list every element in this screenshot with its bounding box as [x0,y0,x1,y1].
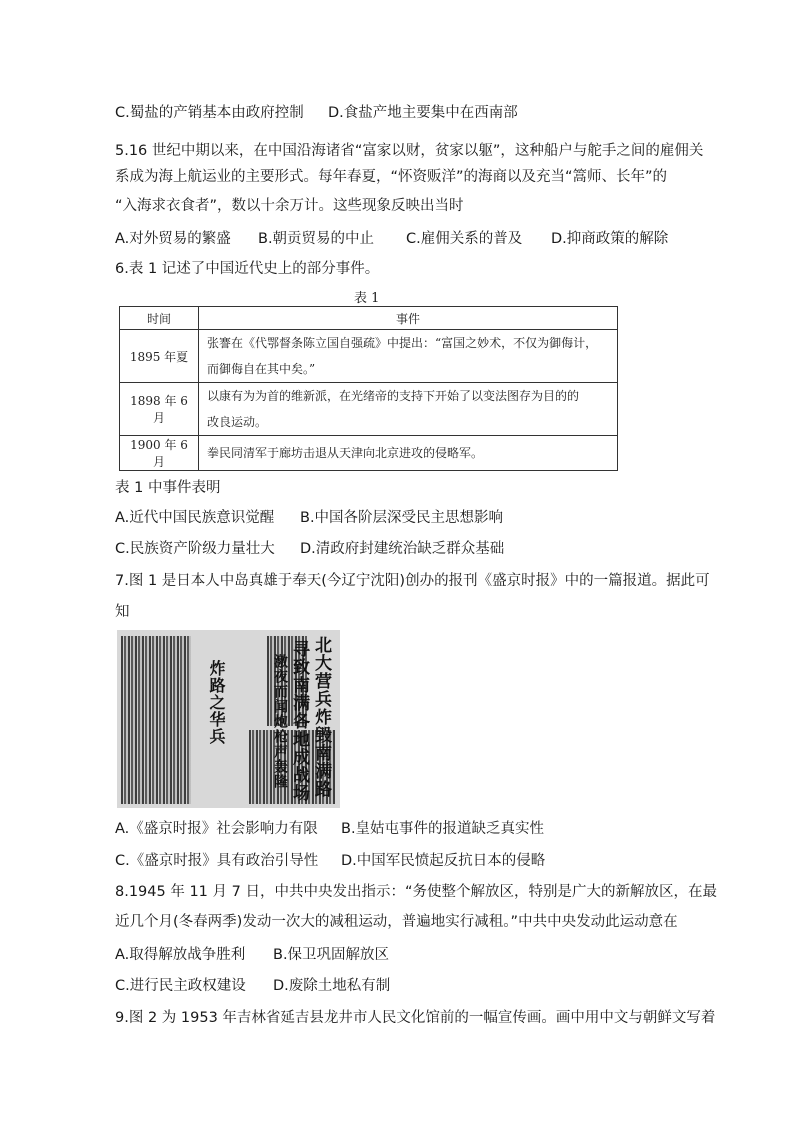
question-5-options [115,229,668,249]
clipping-headline-2: 寻致南满各地成战场 [289,640,309,802]
table-cell-event [199,330,618,383]
table-header-time: 时间 [120,307,199,330]
question-5-line-2: 系成为海上航运业的主要形式。每年春夏，“怀资贩洋”的海商以及充当“篙师、长年”的 [115,169,668,185]
table-1 [119,306,618,471]
question-9-line-1: 9.图 2 为 1953 年吉林省延吉县龙井市人民文化馆前的一幅宣传画。画中用中文与朝鲜文写着 [115,1010,716,1026]
q7-option-b: B.皇姑屯事件的报道缺乏真实性 [341,821,545,837]
q5-option-d: D.抑商政策的解除 [551,231,669,247]
question-6-stem: 6.表 1 记述了中国近代史上的部分事件。 [115,261,380,277]
clipping-headline-3: 激夜而闻炮枪声轰隆 [272,654,288,789]
table-cell-time: 1898 年 6 月 [120,383,199,436]
q5-option-a: A.对外贸易的繁盛 [115,231,231,247]
event-line: 改良运动。 [207,415,268,429]
q8-option-c: C.进行民主政权建设 [115,978,246,994]
q5-option-c: C.雇佣关系的普及 [406,231,523,247]
table-header-row [120,307,618,330]
question-7-line-2: 知 [115,604,130,620]
table-1-caption: 表 1 [354,291,380,306]
question-8-line-1: 8.1945 年 11 月 7 日，中共中央发出指示：“务使整个解放区，特别是广大的新解放区，在最 [115,884,717,900]
q4-option-c: C.蜀盐的产销基本由政府控制 [115,105,304,121]
question-7-options-ab [115,819,544,839]
table-cell-event [199,383,618,436]
q6-option-a: A.近代中国民族意识觉醒 [115,510,275,526]
q6-option-c: C.民族资产阶级力量壮大 [115,541,275,557]
question-7-options-cd [115,851,545,871]
q7-option-a: A.《盛京时报》社会影响力有限 [115,821,318,837]
table-cell-time: 1895 年夏 [120,330,199,383]
q5-option-b: B.朝贡贸易的中止 [258,231,375,247]
question-7-line-1: 7.图 1 是日本人中岛真雄于奉天(今辽宁沈阳)创办的报刊《盛京时报》中的一篇报道。据此可 [115,573,710,589]
table-cell-event [199,436,618,471]
question-6-options-ab [115,508,503,528]
question-8-options-cd [115,976,390,996]
event-line: 拳民同清军于廊坊击退从天津向北京进攻的侵略军。 [207,446,484,460]
clipping-text-column [121,636,191,804]
question-6-conclusion: 表 1 中事件表明 [115,480,221,496]
question-8-options-ab [115,945,389,965]
table-row [120,436,618,471]
q7-option-d: D.中国军民愤起反抗日本的侵略 [341,853,546,869]
q6-option-d: D.清政府封建统治缺乏群众基础 [300,541,505,557]
question-8-line-2: 近几个月(冬春两季)发动一次大的减租运动，普遍地实行减租。”中共中央发动此运动意在 [115,914,678,930]
question-6-options-cd [115,539,504,559]
q4-option-d: D.食盐产地主要集中在西南部 [328,105,518,121]
question-5-line-3: “入海求衣食者”，数以十余万计。这些现象反映出当时 [115,198,464,214]
question-5-line-1: 5.16 世纪中期以来，在中国沿海诸省“富家以财，贫家以躯”，这种船户与舵手之间的雇佣关 [115,143,704,159]
event-line: 以康有为为首的维新派，在光绪帝的支持下开始了以变法图存为目的的 [207,389,580,403]
event-line: 而御侮自在其中矣。” [207,362,316,376]
q7-option-c: C.《盛京时报》具有政治引导性 [115,853,319,869]
table-row [120,330,618,383]
table-cell-time: 1900 年 6 月 [120,436,199,471]
q8-option-d: D.废除土地私有制 [273,978,391,994]
question-4-options-cd [115,103,518,123]
q6-option-b: B.中国各阶层深受民主思想影响 [300,510,504,526]
q8-option-a: A.取得解放战争胜利 [115,947,246,963]
q8-option-b: B.保卫巩固解放区 [273,947,390,963]
event-line: 张謇在《代鄂督条陈立国自强疏》中提出：“富国之妙术，不仅为御侮计， [207,336,598,350]
table-row [120,383,618,436]
newspaper-clipping-image [117,630,340,808]
clipping-headline-4: 炸路之华兵 [207,660,226,745]
table-header-event: 事件 [199,307,618,330]
clipping-headline-1: 北大营兵炸毁南满路 [311,636,331,798]
